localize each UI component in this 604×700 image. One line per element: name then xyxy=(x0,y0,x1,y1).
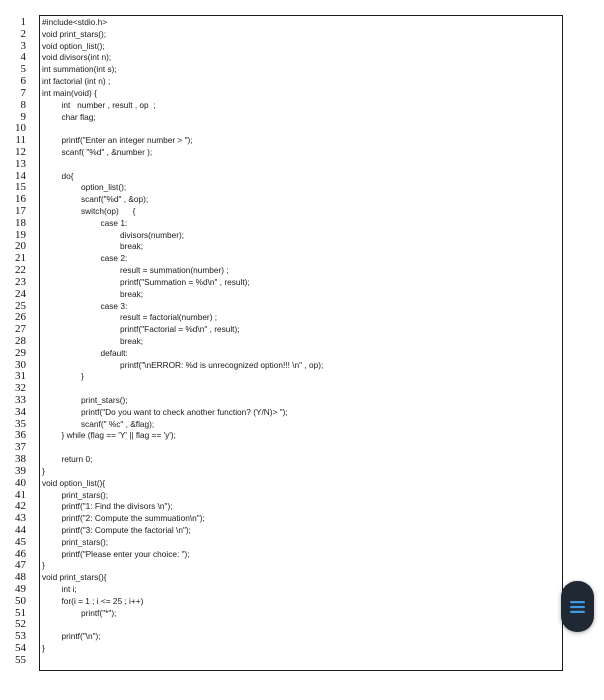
code-line: int summation(int s); xyxy=(42,64,117,75)
line-number: 16 xyxy=(15,193,26,206)
line-number: 49 xyxy=(15,583,26,595)
line-number: 43 xyxy=(15,512,26,525)
line-number: 18 xyxy=(15,216,26,229)
code-line: printf("\nERROR: %d is unrecognized option!!! \n" , op); xyxy=(120,359,324,370)
code-line: void print_stars(){ xyxy=(42,572,107,583)
line-number: 2 xyxy=(20,27,26,40)
line-number: 23 xyxy=(15,275,26,288)
line-number: 1 xyxy=(20,16,26,28)
code-line: printf("*"); xyxy=(81,607,117,618)
code-line: print_stars(); xyxy=(61,536,109,547)
line-number-gutter xyxy=(0,17,28,667)
line-number: 29 xyxy=(15,346,26,359)
line-number: 41 xyxy=(15,488,26,501)
code-line: } while (flag == 'Y' || flag == 'y'); xyxy=(61,430,176,441)
code-line: int number , result , op ; xyxy=(61,99,156,110)
code-line: #include<stdio.h> xyxy=(42,17,108,27)
menu-icon xyxy=(570,600,585,614)
line-number: 55 xyxy=(15,653,26,666)
code-line xyxy=(42,442,557,454)
line-number: 19 xyxy=(15,228,26,241)
menu-button[interactable] xyxy=(561,581,594,632)
code-line: result = summation(number) ; xyxy=(120,265,229,276)
code-line: } xyxy=(81,371,84,382)
code-line xyxy=(42,123,557,135)
code-line: printf("\n"); xyxy=(61,631,101,642)
line-number: 8 xyxy=(20,98,26,111)
code-line: printf("3: Compute the factorial \n"); xyxy=(61,524,191,535)
line-number: 7 xyxy=(20,86,26,99)
line-number: 33 xyxy=(15,394,26,406)
code-line: void print_stars(); xyxy=(42,28,107,39)
code-line: option_list(); xyxy=(81,182,127,193)
code-line: void option_list(){ xyxy=(42,477,106,488)
code-line: scanf("%d" , &op); xyxy=(81,194,149,205)
line-number: 32 xyxy=(15,382,26,395)
line-number: 9 xyxy=(20,110,26,123)
line-number: 26 xyxy=(15,311,26,324)
line-number: 54 xyxy=(15,642,26,655)
code-line xyxy=(42,383,557,395)
code-line: printf("1: Find the divisors \n"); xyxy=(61,501,173,512)
line-number: 22 xyxy=(15,264,26,277)
code-line: } xyxy=(42,560,45,571)
code-line: result = factorial(number) ; xyxy=(120,312,218,323)
code-line: case 3: xyxy=(100,300,128,311)
line-number: 40 xyxy=(15,476,26,489)
line-number: 35 xyxy=(15,417,26,430)
code-line: divisors(number); xyxy=(120,229,185,240)
code-line: break; xyxy=(120,288,144,299)
code-line: printf("Enter an integer number > "); xyxy=(61,135,193,146)
code-line: switch(op) { xyxy=(81,206,136,216)
line-number: 6 xyxy=(20,75,26,88)
code-line: case 2: xyxy=(100,253,128,264)
code-lines xyxy=(42,17,557,667)
code-line: } xyxy=(42,643,45,654)
line-number: 44 xyxy=(15,523,26,536)
line-number: 30 xyxy=(15,358,26,371)
code-line: case 1: xyxy=(100,217,128,228)
line-number: 42 xyxy=(15,500,26,513)
line-number: 27 xyxy=(15,323,26,336)
line-number: 21 xyxy=(15,252,26,265)
code-line: break; xyxy=(120,241,144,252)
code-line: } xyxy=(42,465,45,476)
line-number: 34 xyxy=(15,405,26,418)
code-line: int i; xyxy=(61,584,77,594)
line-number: 11 xyxy=(15,134,26,147)
code-line: do{ xyxy=(61,170,74,181)
code-line xyxy=(42,619,557,631)
code-line: return 0; xyxy=(61,454,93,465)
line-number: 15 xyxy=(15,181,26,194)
code-line: void option_list(); xyxy=(42,40,105,51)
line-number: 31 xyxy=(15,370,26,383)
code-line: scanf( "%d" , &number ); xyxy=(61,146,153,157)
code-line: printf("Factorial = %d\n" , result); xyxy=(120,324,240,335)
code-line: print_stars(); xyxy=(81,395,128,405)
line-number: 4 xyxy=(20,51,26,64)
code-line: void divisors(int n); xyxy=(42,52,112,63)
line-number: 46 xyxy=(15,547,26,560)
line-number: 53 xyxy=(15,630,26,643)
line-number: 45 xyxy=(15,535,26,548)
code-line: print_stars(); xyxy=(61,489,109,500)
line-number: 10 xyxy=(15,122,26,135)
line-number: 48 xyxy=(15,571,26,584)
code-line: break; xyxy=(120,335,144,346)
line-number: 37 xyxy=(15,441,26,454)
code-line: default: xyxy=(100,347,128,358)
line-number: 5 xyxy=(20,63,26,76)
line-number: 50 xyxy=(15,594,26,607)
code-line xyxy=(42,159,557,171)
line-number: 52 xyxy=(15,618,26,631)
code-line xyxy=(42,655,557,667)
code-line: printf("Do you want to check another function? (Y/N)> "); xyxy=(81,406,288,417)
line-number: 20 xyxy=(15,240,26,253)
code-line: char flag; xyxy=(61,111,96,122)
code-line: for(i = 1 ; i <= 25 ; i++) xyxy=(61,595,144,606)
line-number: 14 xyxy=(15,169,26,182)
line-number: 25 xyxy=(15,299,26,312)
code-line: printf("Summation = %d\n" , result); xyxy=(120,276,250,287)
line-number: 17 xyxy=(15,205,26,217)
line-number: 51 xyxy=(15,606,26,619)
code-line: printf("Please enter your choice: "); xyxy=(61,548,190,559)
line-number: 36 xyxy=(15,429,26,442)
line-number: 39 xyxy=(15,464,26,477)
line-number: 3 xyxy=(20,39,26,52)
code-line: scanf(" %c" , &flag); xyxy=(81,418,155,429)
line-number: 24 xyxy=(15,287,26,300)
code-line: printf("2: Compute the summuation\n"); xyxy=(61,513,205,524)
line-number: 38 xyxy=(15,453,26,466)
line-number: 13 xyxy=(15,157,26,170)
line-number: 47 xyxy=(15,559,26,572)
code-line: int main(void) { xyxy=(42,87,97,98)
line-number: 12 xyxy=(15,145,26,158)
line-number: 28 xyxy=(15,334,26,347)
code-line: int factorial (int n) ; xyxy=(42,76,111,87)
